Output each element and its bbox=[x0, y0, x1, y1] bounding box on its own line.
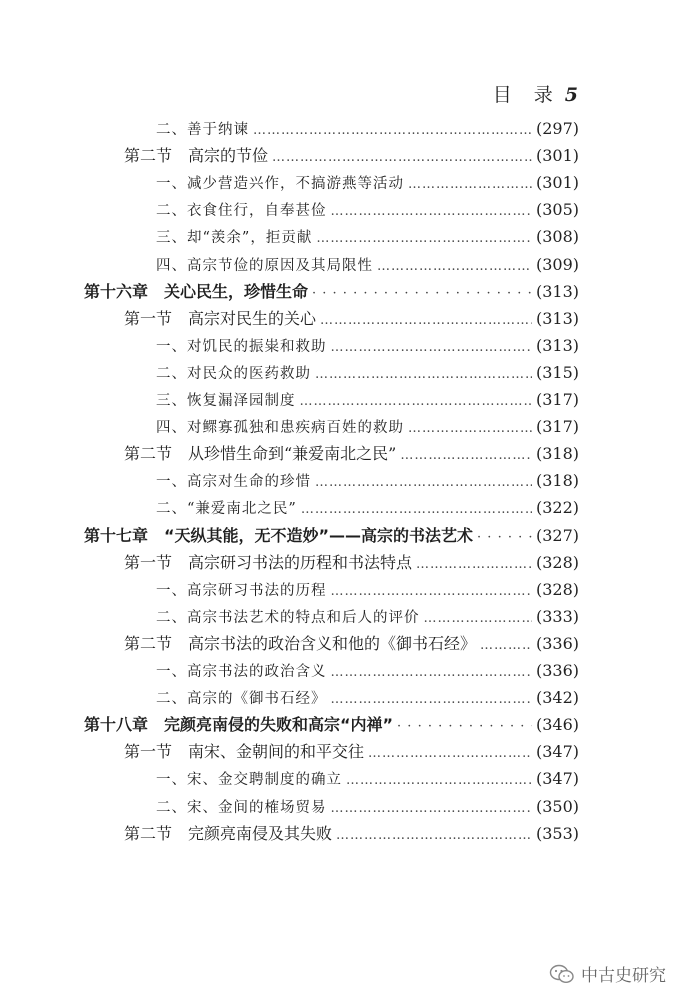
dot-leader bbox=[408, 172, 532, 198]
toc-section bbox=[124, 550, 579, 576]
toc-entry-title: 二、“兼爱南北之民” bbox=[156, 501, 297, 517]
dot-leader bbox=[408, 416, 532, 442]
dot-leader bbox=[320, 308, 532, 334]
toc-chapter bbox=[84, 712, 579, 738]
toc-section bbox=[124, 306, 579, 332]
toc-entry-title: 二、衣食住行，自奉甚俭 bbox=[156, 203, 327, 219]
dot-leader bbox=[312, 281, 532, 307]
dot-leader bbox=[424, 606, 532, 632]
toc-entry-title: 第二节 高宗书法的政治含义和他的《御书石经》 bbox=[124, 634, 477, 653]
toc-subsection bbox=[156, 360, 579, 386]
toc-entry-page: (336) bbox=[535, 634, 579, 653]
toc-section bbox=[124, 821, 579, 847]
toc-entry-title: 一、高宗书法的政治含义 bbox=[156, 664, 327, 680]
toc-entry-page: (327) bbox=[535, 526, 579, 545]
toc-subsection bbox=[156, 414, 579, 440]
dot-leader bbox=[331, 579, 532, 605]
toc-entry-title: 第一节 高宗对民生的关心 bbox=[124, 309, 317, 328]
toc-entry-page: (315) bbox=[535, 363, 579, 382]
toc-entry-title: 一、宋、金交聘制度的确立 bbox=[156, 772, 342, 788]
watermark-text: 中古史研究 bbox=[581, 966, 666, 986]
dot-leader bbox=[368, 741, 532, 767]
toc-entry-page: (333) bbox=[535, 607, 579, 626]
toc-subsection bbox=[156, 577, 579, 603]
dot-leader bbox=[477, 525, 532, 551]
toc-subsection bbox=[156, 468, 579, 494]
toc-entry-page: (318) bbox=[535, 444, 579, 463]
toc-entry-title: 四、高宗节俭的原因及其局限性 bbox=[156, 258, 373, 274]
toc-subsection bbox=[156, 495, 579, 521]
toc-subsection bbox=[156, 333, 579, 359]
toc-entry-title: 二、高宗书法艺术的特点和后人的评价 bbox=[156, 610, 420, 626]
toc-subsection bbox=[156, 224, 579, 250]
toc-section bbox=[124, 441, 579, 467]
toc-subsection bbox=[156, 197, 579, 223]
dot-leader bbox=[331, 199, 532, 225]
dot-leader bbox=[315, 470, 532, 496]
toc-entry-page: (313) bbox=[535, 309, 579, 328]
toc-entry-page: (322) bbox=[535, 498, 579, 517]
toc-subsection bbox=[156, 766, 579, 792]
wechat-icon bbox=[549, 964, 575, 984]
running-head bbox=[493, 80, 578, 107]
toc-entry-page: (336) bbox=[535, 661, 579, 680]
toc-subsection bbox=[156, 658, 579, 684]
toc-subsection bbox=[156, 604, 579, 630]
toc-entry-title: 二、对民众的医药救助 bbox=[156, 366, 311, 382]
dot-leader bbox=[301, 497, 532, 523]
toc-entry-title: 一、高宗研习书法的历程 bbox=[156, 583, 327, 599]
toc-entry-page: (346) bbox=[535, 715, 579, 734]
toc-entry-title: 一、对饥民的振粜和救助 bbox=[156, 339, 327, 355]
toc-entry-title: 一、高宗对生命的珍惜 bbox=[156, 474, 311, 490]
dot-leader bbox=[316, 226, 532, 252]
toc-entry-page: (297) bbox=[535, 119, 579, 138]
dot-leader bbox=[480, 633, 532, 659]
toc-entry-title: 第一节 高宗研习书法的历程和书法特点 bbox=[124, 553, 413, 572]
toc-subsection bbox=[156, 794, 579, 820]
toc-subsection bbox=[156, 170, 579, 196]
toc-entry-page: (317) bbox=[535, 390, 579, 409]
toc-entry-title: 第十七章 “天纵其能，无不造妙”——高宗的书法艺术 bbox=[84, 526, 474, 545]
toc-entry-page: (328) bbox=[535, 580, 579, 599]
toc-entry-page: (353) bbox=[535, 824, 579, 843]
dot-leader bbox=[336, 823, 532, 849]
toc-entry-title: 第一节 南宋、金朝间的和平交往 bbox=[124, 742, 365, 761]
toc-entry-title: 第二节 从珍惜生命到“兼爱南北之民” bbox=[124, 444, 397, 463]
toc-subsection bbox=[156, 387, 579, 413]
toc-entry-page: (313) bbox=[535, 336, 579, 355]
page-number: 5 bbox=[564, 84, 578, 106]
toc-entry-title: 第二节 高宗的节俭 bbox=[124, 146, 269, 165]
dot-leader bbox=[377, 254, 532, 280]
toc-entry-title: 二、宋、金间的榷场贸易 bbox=[156, 800, 327, 816]
dot-leader bbox=[397, 714, 532, 740]
dot-leader bbox=[331, 796, 532, 822]
toc-entry-title: 第十六章 关心民生，珍惜生命 bbox=[84, 282, 309, 301]
toc-entry-page: (328) bbox=[535, 553, 579, 572]
running-head-title: 目 录 bbox=[492, 84, 561, 106]
toc-chapter bbox=[84, 279, 579, 305]
toc-entry-page: (317) bbox=[535, 417, 579, 436]
toc-entry-page: (301) bbox=[535, 173, 579, 192]
toc-entry-page: (309) bbox=[535, 255, 579, 274]
toc-entry-page: (313) bbox=[535, 282, 579, 301]
toc-entry-title: 三、恢复漏泽园制度 bbox=[156, 393, 296, 409]
toc-entry-title: 四、对鳏寡孤独和患疾病百姓的救助 bbox=[156, 420, 404, 436]
toc-entry-page: (347) bbox=[535, 769, 579, 788]
toc-section bbox=[124, 143, 579, 169]
toc-entry-title: 二、善于纳谏 bbox=[156, 122, 249, 138]
dot-leader bbox=[315, 362, 532, 388]
toc-entry-page: (342) bbox=[535, 688, 579, 707]
toc-subsection bbox=[156, 116, 579, 142]
watermark bbox=[549, 961, 666, 986]
toc-entry-page: (347) bbox=[535, 742, 579, 761]
dot-leader bbox=[331, 687, 532, 713]
toc-entry-title: 二、高宗的《御书石经》 bbox=[156, 691, 327, 707]
toc-entry-page: (318) bbox=[535, 471, 579, 490]
toc-entry-page: (308) bbox=[535, 227, 579, 246]
dot-leader bbox=[253, 118, 532, 144]
dot-leader bbox=[331, 660, 532, 686]
toc-entry-page: (301) bbox=[535, 146, 579, 165]
dot-leader bbox=[346, 768, 532, 794]
toc-subsection bbox=[156, 685, 579, 711]
toc-entry-title: 三、却“羡余”，拒贡献 bbox=[156, 230, 313, 246]
toc-entry-title: 第十八章 完颜亮南侵的失败和高宗“内禅” bbox=[84, 715, 394, 734]
toc-entry-title: 一、减少营造兴作，不搞游燕等活动 bbox=[156, 176, 404, 192]
dot-leader bbox=[400, 443, 532, 469]
toc-entry-page: (305) bbox=[535, 200, 579, 219]
dot-leader bbox=[272, 145, 532, 171]
toc-section bbox=[124, 739, 579, 765]
dot-leader bbox=[416, 552, 532, 578]
toc-entry-page: (350) bbox=[535, 797, 579, 816]
toc-section bbox=[124, 631, 579, 657]
dot-leader bbox=[300, 389, 532, 415]
toc-chapter bbox=[84, 523, 579, 549]
dot-leader bbox=[331, 335, 532, 361]
toc-subsection bbox=[156, 252, 579, 278]
toc-entry-title: 第二节 完颜亮南侵及其失败 bbox=[124, 824, 333, 843]
